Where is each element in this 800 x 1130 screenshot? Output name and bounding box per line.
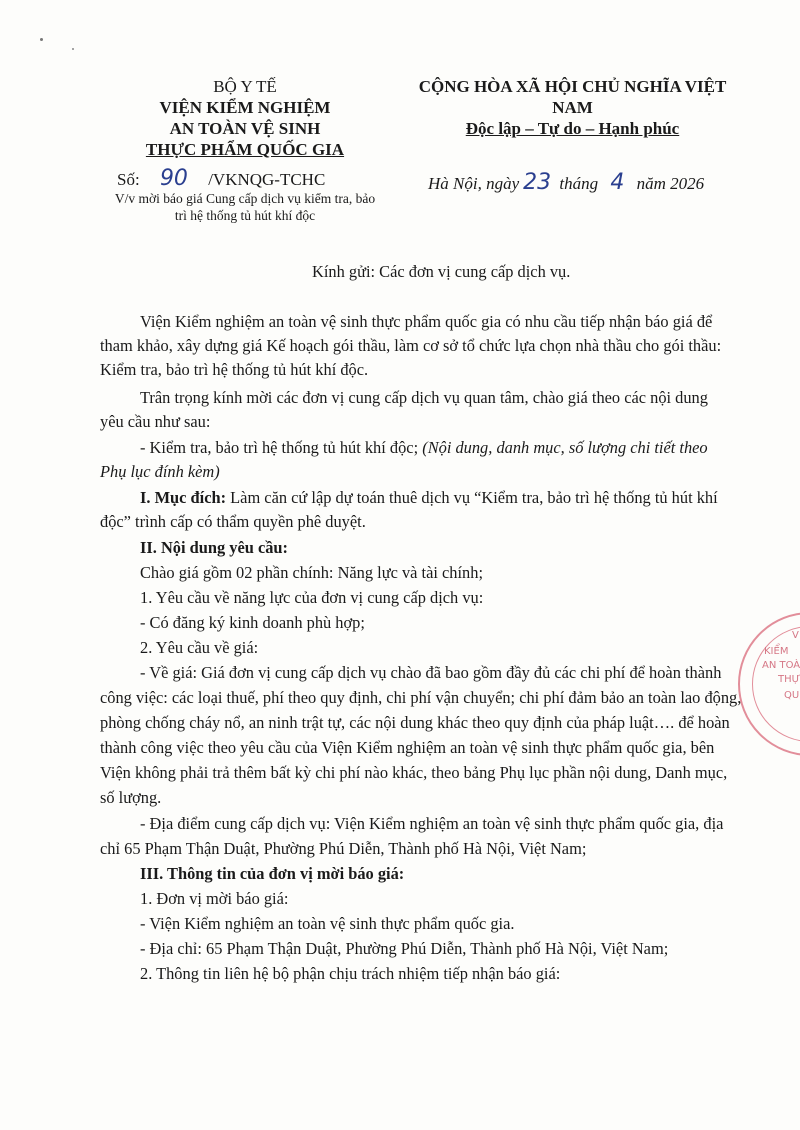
para2-line1: Trân trọng kính mời các đơn vị cung cấp dịch vụ quan tâm, chào giá theo các nội dung (140, 388, 708, 407)
section1-line1: I. Mục đích: Làm căn cứ lập dự toán thuê dịch vụ “Kiểm tra, bảo trì hệ thống tủ hút khí (140, 488, 718, 507)
section2-title: II. Nội dung yêu cầu: (140, 538, 289, 557)
date-month-handwritten: 4 (610, 170, 625, 195)
section2-line6: công việc: các loại thuế, phí theo quy định, chi phí vận chuyển; chi phí đảm bảo an toàn lao động, (100, 688, 742, 707)
doc-no-label: Số: (117, 170, 140, 189)
section1-title: I. Mục đích: (140, 488, 227, 507)
section2-line2: 1. Yêu cầu về năng lực của đơn vị cung cấp dịch vụ: (140, 588, 484, 607)
seal-text-1: V (792, 630, 799, 641)
section2-line12: chỉ 65 Phạm Thận Duật, Phường Phú Diễn, Thành phố Hà Nội, Việt Nam; (100, 839, 587, 858)
seal-text-2: KIỂM (764, 646, 789, 657)
scan-speck (72, 48, 74, 50)
section3-title: III. Thông tin của đơn vị mời báo giá: (140, 864, 405, 883)
section3-line3: - Địa chỉ: 65 Phạm Thận Duật, Phường Phú Diễn, Thành phố Hà Nội, Việt Nam; (140, 939, 669, 958)
recipient-line: Kính gửi: Các đơn vị cung cấp dịch vụ. (312, 262, 571, 281)
para1-line1: Viện Kiểm nghiệm an toàn vệ sinh thực phẩm quốc gia có nhu cầu tiếp nhận báo giá để (140, 312, 713, 331)
ministry-name: BỘ Y TẾ (213, 77, 277, 96)
section2-line3: - Có đăng ký kinh doanh phù hợp; (140, 613, 365, 632)
section2-line7: phòng chống cháy nổ, an ninh trật tự, các nội dung khác theo quy định của pháp luật…. để hoàn (100, 713, 730, 732)
date-prefix: Hà Nội, ngày (428, 174, 520, 193)
section2-line11: - Địa điểm cung cấp dịch vụ: Viện Kiểm nghiệm an toàn vệ sinh thực phẩm quốc gia, địa (140, 814, 724, 833)
section2-line5: - Về giá: Giá đơn vị cung cấp dịch vụ chào đã bao gồm đầy đủ các chi phí để hoàn thành (140, 663, 722, 682)
date-day-handwritten: 23 (523, 170, 552, 195)
doc-no-handwritten: 90 (159, 166, 188, 191)
section2-line4: 2. Yêu cầu về giá: (140, 638, 259, 657)
para3-line2: Phụ lục đính kèm) (100, 462, 220, 481)
doc-no-suffix: /VKNQG-TCHC (208, 170, 326, 189)
section2-line8: thành công việc theo yêu cầu của Viện Kiểm nghiệm an toàn vệ sinh thực phẩm quốc gia, bên (100, 738, 715, 757)
body-content (100, 0, 764, 1130)
subject-line2: trì hệ thống tủ hút khí độc (174, 208, 316, 223)
seal-text-5: QU (784, 690, 800, 701)
para2-line2: yêu cầu như sau: (100, 412, 211, 431)
institute-name-line1: VIỆN KIỂM NGHIỆM (159, 98, 331, 117)
date-year: năm 2026 (636, 174, 705, 193)
section2-line1: Chào giá gồm 02 phần chính: Năng lực và tài chính; (140, 563, 483, 582)
para1-line2: tham khảo, xây dựng giá Kế hoạch gói thầu, làm cơ sở tổ chức lựa chọn nhà thầu cho gói thầu: (100, 336, 722, 355)
section3-line2: - Viện Kiểm nghiệm an toàn vệ sinh thực phẩm quốc gia. (140, 914, 515, 933)
country-name: CỘNG HÒA XÃ HỘI CHỦ NGHĨA VIỆT NAM (418, 77, 727, 117)
motto: Độc lập – Tự do – Hạnh phúc (465, 119, 680, 138)
section2-line9: Viện không phải trả thêm bất kỳ chi phí nào khác, theo bảng Phụ lục phần nội dung, Danh mục, (100, 763, 728, 782)
seal-text-3: AN TOÀ (762, 660, 800, 671)
section3-line1: 1. Đơn vị mời báo giá: (140, 889, 289, 908)
para1-line3: Kiểm tra, bảo trì hệ thống tủ hút khí độc. (100, 360, 369, 379)
scan-speck (40, 38, 43, 41)
subject-line1: V/v mời báo giá Cung cấp dịch vụ kiểm tra, bảo (114, 191, 376, 206)
date-month-label: tháng (559, 174, 599, 193)
institute-name-line3: THỰC PHẨM QUỐC GIA (145, 140, 345, 159)
section3-line4: 2. Thông tin liên hệ bộ phận chịu trách nhiệm tiếp nhận báo giá: (140, 964, 561, 983)
institute-name-line2: AN TOÀN VỆ SINH (169, 119, 321, 138)
seal-text-4: THỰ (778, 674, 800, 685)
section2-line10: số lượng. (100, 788, 162, 807)
section1-line2: độc” trình cấp có thẩm quyền phê duyệt. (100, 512, 366, 531)
para3-line1: - Kiểm tra, bảo trì hệ thống tủ hút khí độc; (Nội dung, danh mục, số lượng chi tiết theo (140, 438, 708, 457)
